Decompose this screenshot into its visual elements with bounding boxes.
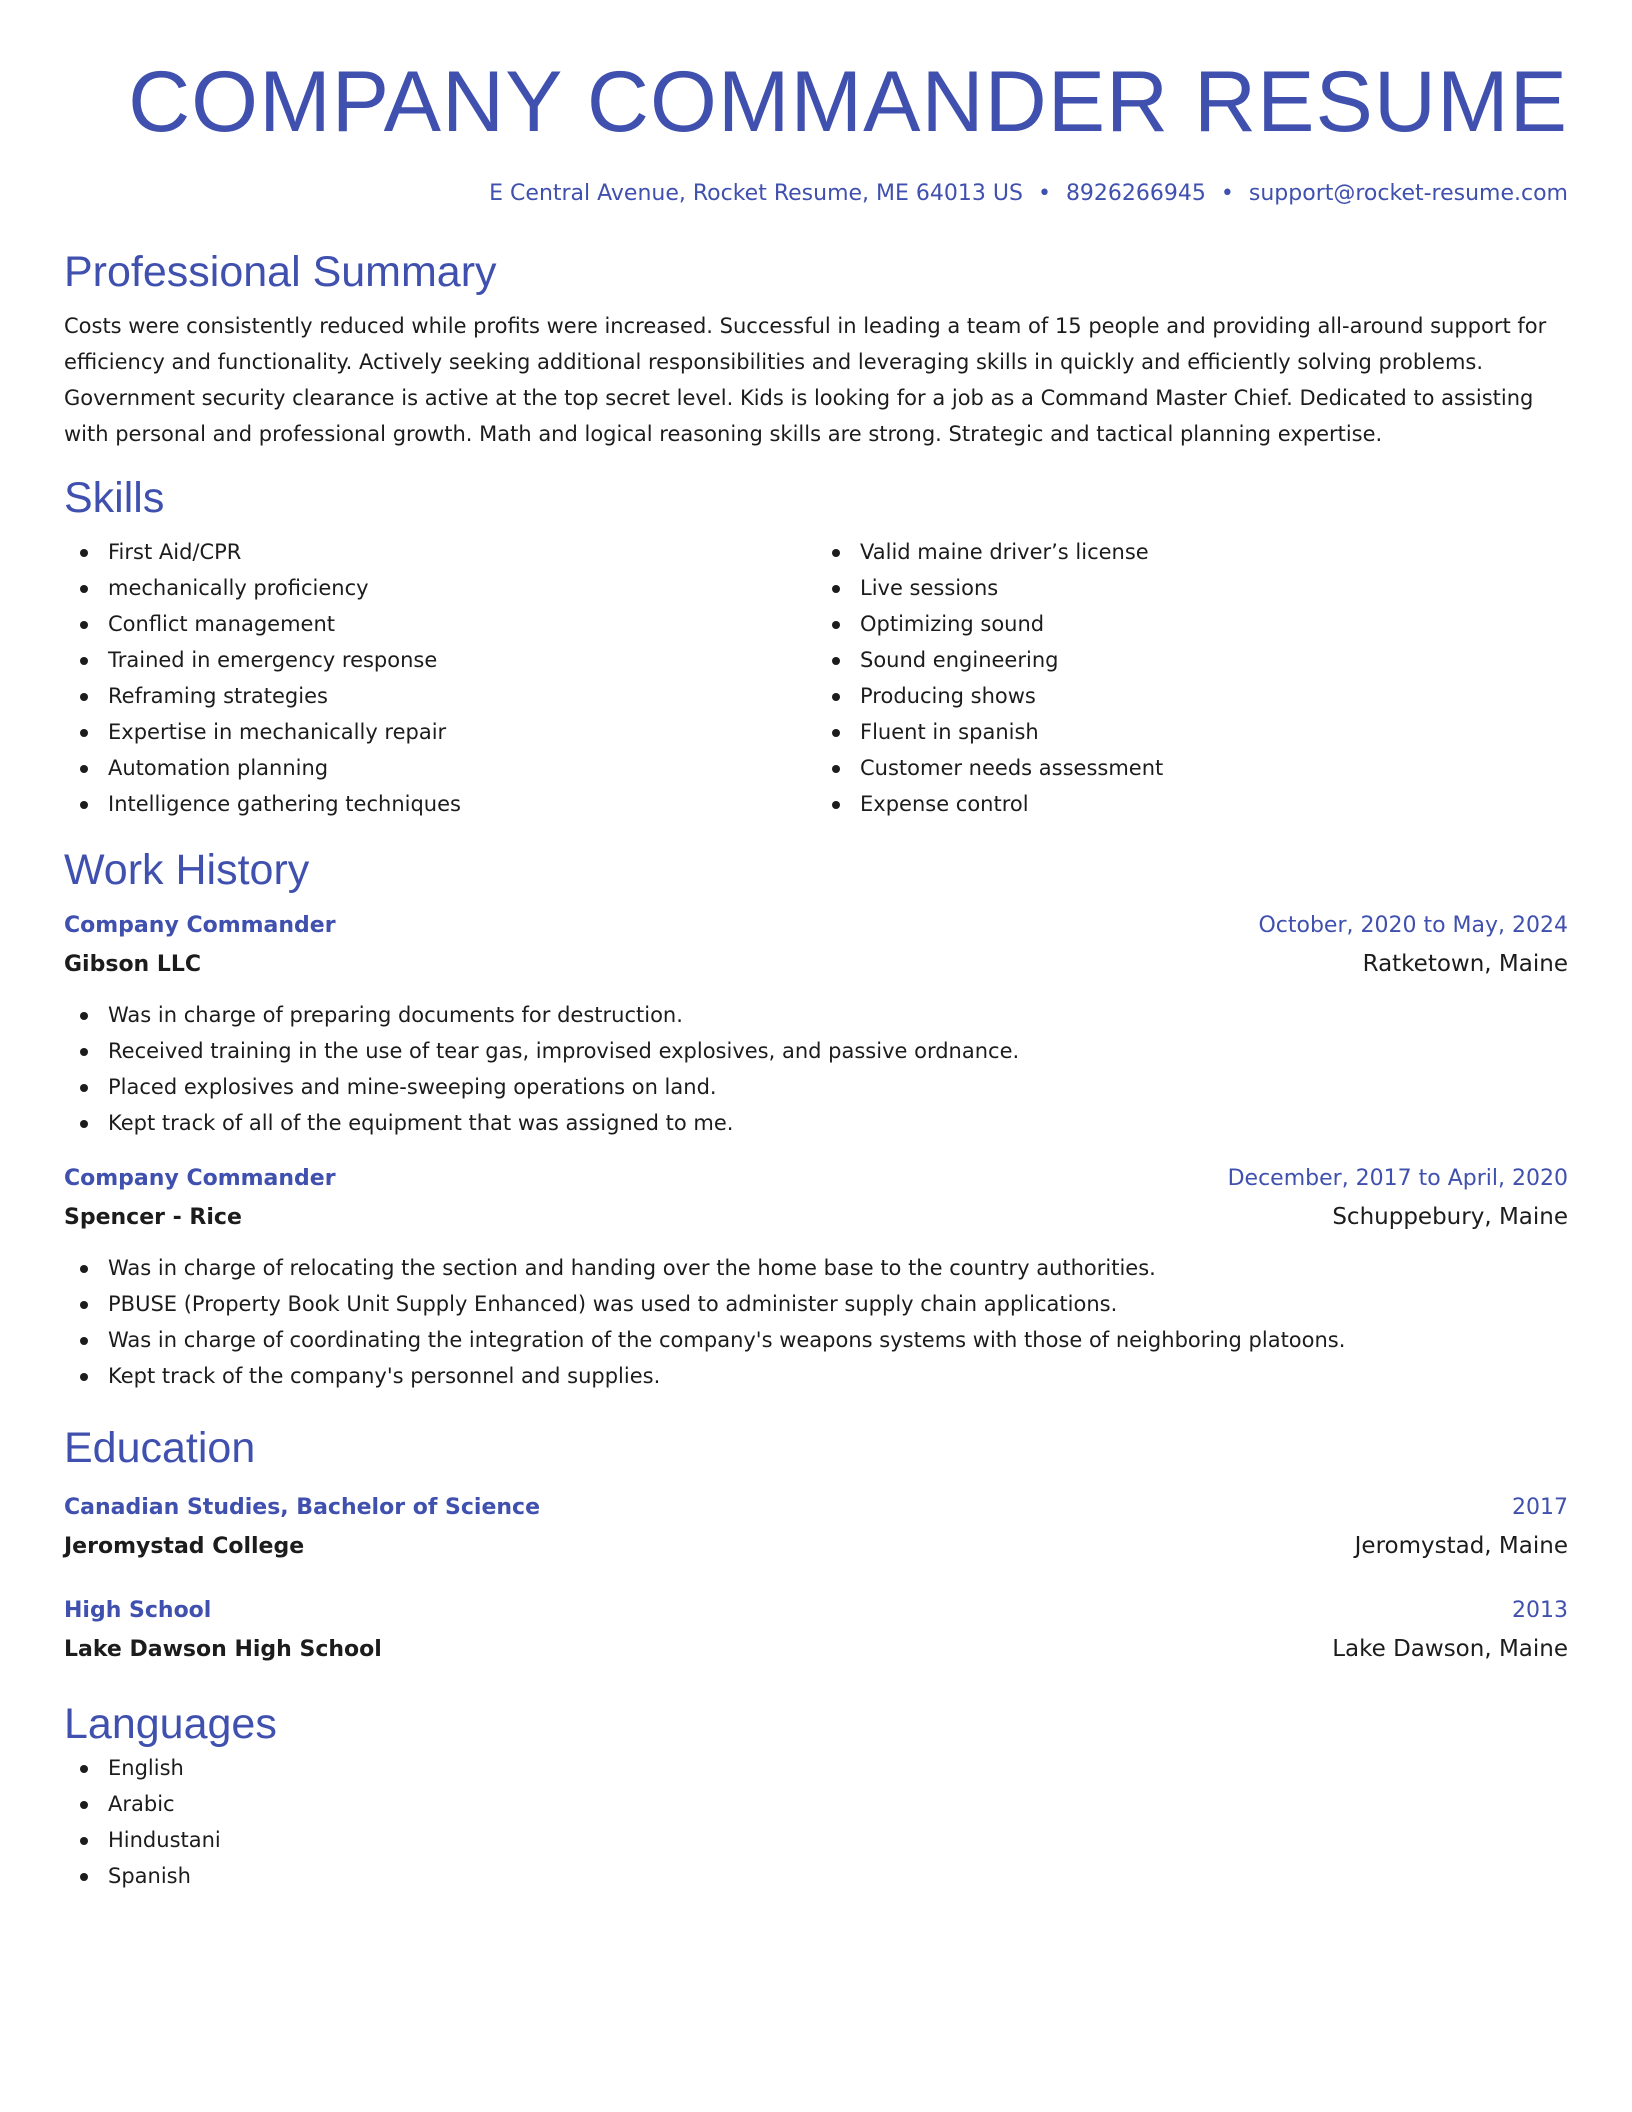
- education-section: [64, 1422, 1568, 1668]
- skills-list-left: [64, 534, 816, 822]
- job-duty: PBUSE (Property Book Unit Supply Enhanced) was used to administer supply chain applications.: [78, 1286, 1568, 1322]
- skill-item: Producing shows: [830, 678, 1568, 714]
- section-title-skills: Skills: [64, 474, 165, 522]
- skill-item: Conflict management: [78, 606, 816, 642]
- education-year: 2013: [1512, 1598, 1568, 1623]
- job-dates: December, 2017 to April, 2020: [1227, 1166, 1568, 1191]
- skill-item: Expertise in mechanically repair: [78, 714, 816, 750]
- job-duties-list: [64, 997, 1568, 1141]
- education-degree: High School: [64, 1598, 212, 1623]
- education-degree: Canadian Studies, Bachelor of Science: [64, 1495, 541, 1520]
- education-location: Jeromystad, Maine: [1354, 1533, 1568, 1559]
- education-heading-row: [64, 1591, 1568, 1631]
- summary-text: Costs were consistently reduced while profits were increased. Successful in leading a team of 15 people and providing all-around support for efficiency and functionality. Actively seeking additional responsibilities and leveraging skills in quickly and efficiently solving problems. Government security clearance is active at the top secret level. Kids is looking for a job as a Command Master Chief. Dedicated to assisting with personal and professional growth. Math and logical reasoning skills are strong. Strategic and tactical planning expertise.: [64, 314, 1547, 446]
- summary-section: [64, 246, 1568, 452]
- contact-phone: 8926266945: [1065, 181, 1206, 206]
- job-role: Company Commander: [64, 913, 336, 938]
- job-duty: Was in charge of coordinating the integration of the company's weapons systems with those of neighboring platoons.: [78, 1322, 1568, 1358]
- skill-item: Sound engineering: [830, 642, 1568, 678]
- job-heading-row: [64, 906, 1568, 946]
- section-title-education: Education: [64, 1424, 256, 1472]
- job-duty: Kept track of all of the equipment that was assigned to me.: [78, 1105, 1568, 1141]
- section-title-summary: Professional Summary: [64, 248, 497, 296]
- contact-line: [64, 178, 1568, 210]
- job-location: Schuppebury, Maine: [1332, 1204, 1568, 1230]
- languages-list: [64, 1750, 1568, 1894]
- contact-separator: •: [1220, 181, 1234, 206]
- contact-email[interactable]: support@rocket-resume.com: [1248, 181, 1568, 206]
- job-entry: [64, 1159, 1568, 1394]
- language-item: Arabic: [78, 1786, 1568, 1822]
- education-school: Lake Dawson High School: [64, 1637, 382, 1662]
- skill-item: Customer needs assessment: [830, 750, 1568, 786]
- job-company-row: [64, 946, 1568, 983]
- skill-item: Live sessions: [830, 570, 1568, 606]
- work-history-section: [64, 844, 1568, 1394]
- contact-separator: •: [1037, 181, 1051, 206]
- education-location: Lake Dawson, Maine: [1332, 1636, 1568, 1662]
- job-duty: Was in charge of relocating the section and handing over the home base to the country authorities.: [78, 1250, 1568, 1286]
- job-company-row: [64, 1199, 1568, 1236]
- job-duty: Kept track of the company's personnel and supplies.: [78, 1358, 1568, 1394]
- skill-item: Reframing strategies: [78, 678, 816, 714]
- languages-section: [64, 1698, 1568, 1894]
- job-dates: October, 2020 to May, 2024: [1258, 913, 1568, 938]
- job-duty: Was in charge of preparing documents for destruction.: [78, 997, 1568, 1033]
- skills-section: [64, 472, 1568, 822]
- job-heading-row: [64, 1159, 1568, 1199]
- job-company: Gibson LLC: [64, 952, 202, 977]
- job-role: Company Commander: [64, 1166, 336, 1191]
- section-title-languages: Languages: [64, 1700, 277, 1748]
- skill-item: Fluent in spanish: [830, 714, 1568, 750]
- job-duty: Placed explosives and mine-sweeping operations on land.: [78, 1069, 1568, 1105]
- skills-list-right: [816, 534, 1568, 822]
- skill-item: Expense control: [830, 786, 1568, 822]
- section-title-work-history: Work History: [64, 846, 310, 894]
- education-entry: [64, 1488, 1568, 1565]
- skills-columns: [64, 534, 1568, 822]
- job-entry: [64, 906, 1568, 1141]
- skill-item: Trained in emergency response: [78, 642, 816, 678]
- skill-item: Intelligence gathering techniques: [78, 786, 816, 822]
- education-heading-row: [64, 1488, 1568, 1528]
- resume-title: COMPANY COMMANDER RESUME: [128, 54, 1568, 150]
- language-item: Spanish: [78, 1858, 1568, 1894]
- job-company: Spencer - Rice: [64, 1205, 242, 1230]
- skill-item: mechanically proficiency: [78, 570, 816, 606]
- education-school-row: [64, 1528, 1568, 1565]
- language-item: Hindustani: [78, 1822, 1568, 1858]
- skill-item: Optimizing sound: [830, 606, 1568, 642]
- skill-item: Valid maine driver’s license: [830, 534, 1568, 570]
- education-year: 2017: [1512, 1495, 1568, 1520]
- education-school: Jeromystad College: [64, 1534, 305, 1559]
- job-duties-list: [64, 1250, 1568, 1394]
- job-location: Ratketown, Maine: [1362, 951, 1568, 977]
- resume-header: [64, 0, 1568, 210]
- contact-address: E Central Avenue, Rocket Resume, ME 64013 US: [489, 181, 1023, 206]
- education-entry: [64, 1591, 1568, 1668]
- skill-item: First Aid/CPR: [78, 534, 816, 570]
- education-school-row: [64, 1631, 1568, 1668]
- skill-item: Automation planning: [78, 750, 816, 786]
- job-duty: Received training in the use of tear gas, improvised explosives, and passive ordnance.: [78, 1033, 1568, 1069]
- language-item: English: [78, 1750, 1568, 1786]
